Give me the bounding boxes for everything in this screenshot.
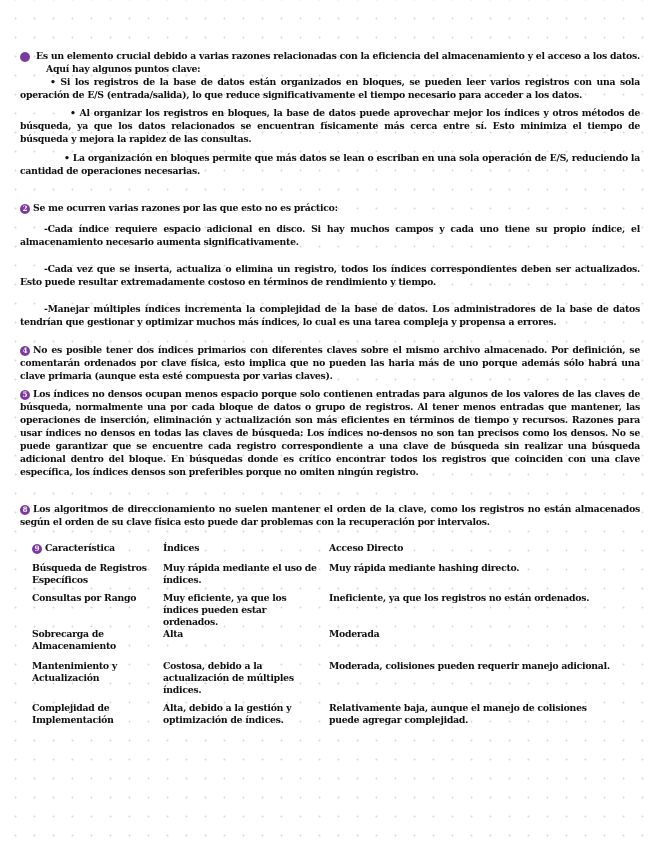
section-1-point-2: • Al organizar los registros en bloques, la base de datos puede aprovechar mejor los índices y otros métodos de búsqueda, ya que los datos relacionados se encuentran físicamente más cerca entre sí. Esto minimiza el tiempo de búsqueda y mejora la rapidez de las consultas. (20, 108, 640, 145)
section-5-text (20, 388, 640, 479)
section-2-point-1: -Cada índice requiere espacio adicional en disco. Si hay muchos campos y cada uno tiene su propio índice, el almacenamiento necesario aumenta significativamente. (20, 224, 640, 248)
section-1-intro (9, 50, 640, 76)
table-cell: Ineficiente, ya que los registros no están ordenados. (329, 593, 590, 604)
section-8-text (20, 503, 640, 529)
section-8-body: Los algoritmos de direccionamiento no suelen mantener el orden de la clave, como los registros no están almacenados según el orden de su clave física esto puede dar problemas con la recuperación por intervalos. (20, 504, 640, 528)
table-row (32, 593, 622, 629)
section-2-point-3: -Manejar múltiples índices incrementa la complejidad de la base de datos. Los administradores de la base de datos tendrían que gestionar y optimizar muchos más índices, lo cual es una tarea compleja y propensa a errores. (20, 304, 640, 328)
table-cell: Muy rápida mediante hashing directo. (329, 563, 520, 574)
table-row (32, 661, 622, 703)
number-marker-icon: 4 (20, 346, 30, 356)
section-1-intro-text: Es un elemento crucial debido a varias razones relacionadas con la eficiencia del almacenamiento y el acceso a los datos. Aquí hay algunos puntos clave: (36, 51, 640, 75)
table-cell: Costosa, debido a la actualización de múltiples índices. (163, 661, 294, 696)
section-4-text (20, 344, 640, 383)
section-1-point-1: • Si los registros de la base de datos están organizados en bloques, se pueden leer varios registros con una sola operación de E/S (entrada/salida), lo que reduce significativamente el tiempo necesario para acceder a los datos. (20, 77, 640, 101)
table-cell: Mantenimiento y Actualización (32, 661, 118, 684)
table-cell: Sobrecarga de Almacenamiento (32, 629, 117, 652)
table-row (32, 703, 622, 733)
section-5 (20, 388, 640, 479)
table-cell: Moderada, colisiones pueden requerir manejo adicional. (329, 661, 610, 672)
section-4 (20, 344, 640, 383)
comparison-table (32, 543, 622, 733)
section-5-body: Los índices no densos ocupan menos espacio porque solo contienen entradas para algunos de los valores de las claves de búsqueda, normalmente una por cada bloque de datos o grupo de registros. Al tener menos entradas que mantener, las operaciones de inserción, eliminación y actualización son más eficientes en términos de tiempo y recursos. Razones para usar índices no densos en todas las claves de búsqueda: Los índices no-densos no son tan precisos como los densos. No se puede garantizar que se encuentre cada registro correspondiente a una clave de búsqueda sin realizar una búsqueda adicional dentro del bloque. En búsquedas donde es crítico encontrar todos los registros que coinciden con una clave específica, los índices densos son preferibles porque no omiten ningún registro. (20, 389, 640, 478)
section-1-point-3: • La organización en bloques permite que más datos se lean o escriban en una sola operación de E/S, reduciendo la cantidad de operaciones necesarias. (20, 153, 640, 177)
header-caracteristica: Característica (45, 543, 115, 554)
table-header-cell (32, 543, 163, 563)
table-cell: Muy eficiente, ya que los índices pueden estar ordenados. (163, 593, 287, 628)
section-1 (9, 50, 640, 178)
header-acceso-directo: Acceso Directo (329, 543, 404, 554)
table-cell: Consultas por Rango (32, 593, 137, 604)
table-row (32, 629, 622, 661)
number-marker-icon: 9 (32, 544, 42, 554)
section-8 (20, 503, 640, 529)
number-marker-icon: 5 (20, 390, 30, 400)
table-cell: Alta (163, 629, 184, 640)
number-marker-icon: 2 (20, 204, 30, 214)
table-header-row (32, 543, 622, 563)
number-marker-icon: 8 (20, 505, 30, 515)
table-cell: Búsqueda de Registros Específicos (32, 563, 147, 586)
table-cell: Muy rápida mediante el uso de índices. (163, 563, 317, 586)
header-indices: Índices (163, 543, 200, 554)
table-cell: Alta, debido a la gestión y optimización de índices. (163, 703, 292, 726)
section-2-point-2: -Cada vez que se inserta, actualiza o elimina un registro, todos los índices correspondientes deben ser actualizados. Esto puede resultar extremadamente costoso en términos de rendimiento y tiempo. (20, 264, 640, 288)
table-cell: Moderada (329, 629, 380, 640)
section-2-intro-text: Se me ocurren varias razones por las que esto no es práctico: (33, 203, 338, 214)
table-row (32, 563, 622, 593)
table-cell: Relativamente baja, aunque el manejo de colisiones puede agregar complejidad. (329, 703, 587, 726)
section-2-intro (20, 202, 640, 215)
table-cell: Complejidad de Implementación (32, 703, 114, 726)
section-4-body: No es posible tener dos índices primarios con diferentes claves sobre el mismo archivo almacenado. Por definición, se comentarán ordenados por clave física, esto implica que no pueden las haria más de uno porque además sólo habrá una clave primaria (aunque esta esté compuesta por varias claves). (20, 345, 640, 382)
section-2 (20, 202, 640, 329)
number-marker-icon: 1 (20, 52, 30, 62)
